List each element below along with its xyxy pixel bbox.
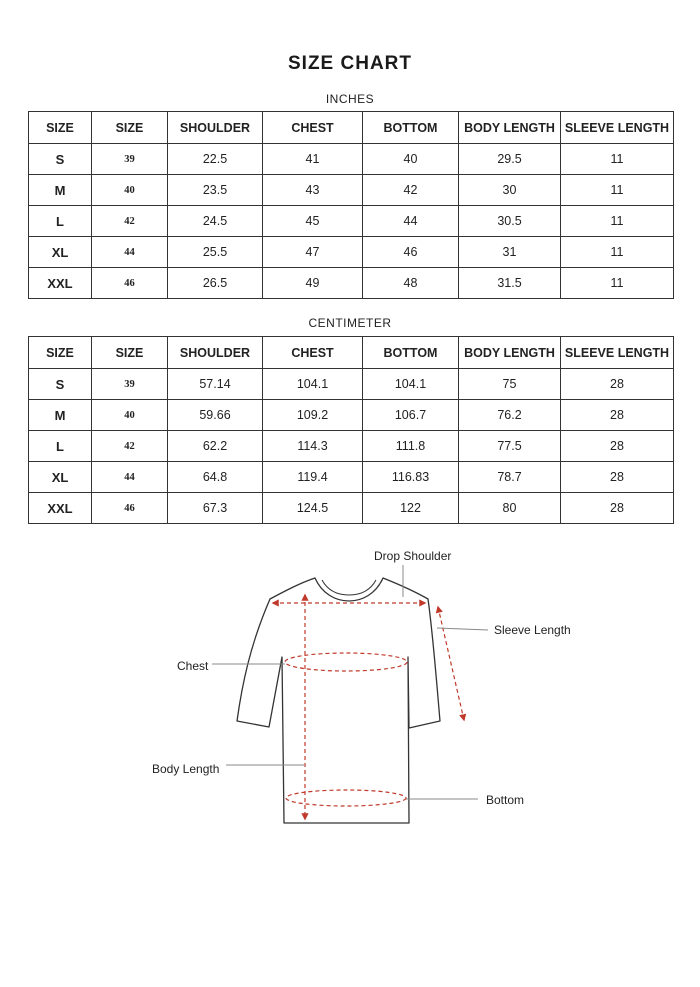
table-row (29, 144, 674, 175)
cell-size-num: 40 (92, 400, 168, 431)
drop-shoulder-label: Drop Shoulder (374, 549, 452, 563)
centimeter-table (28, 336, 674, 524)
bottom-measure-ellipse (286, 790, 406, 806)
cell-size-num: 39 (92, 144, 168, 175)
cell-chest: 124.5 (263, 493, 363, 524)
cell-chest: 104.1 (263, 369, 363, 400)
cell-sleeve-length: 11 (561, 268, 674, 299)
cell-size-num: 46 (92, 493, 168, 524)
cell-body-length: 31.5 (459, 268, 561, 299)
cell-size: L (29, 431, 92, 462)
cell-size: XL (29, 237, 92, 268)
inches-label: INCHES (325, 92, 375, 106)
header-bottom: BOTTOM (363, 337, 459, 369)
header-shoulder: SHOULDER (168, 337, 263, 369)
cell-body-length: 76.2 (459, 400, 561, 431)
cell-shoulder: 26.5 (168, 268, 263, 299)
cell-bottom: 44 (363, 206, 459, 237)
cell-bottom: 40 (363, 144, 459, 175)
cell-sleeve-length: 28 (561, 493, 674, 524)
table-row (29, 369, 674, 400)
cell-size: L (29, 206, 92, 237)
cell-size-num: 42 (92, 206, 168, 237)
cell-body-length: 78.7 (459, 462, 561, 493)
cell-sleeve-length: 28 (561, 369, 674, 400)
cell-chest: 114.3 (263, 431, 363, 462)
cell-chest: 109.2 (263, 400, 363, 431)
page-title: SIZE CHART (288, 53, 412, 74)
cell-bottom: 104.1 (363, 369, 459, 400)
cell-body-length: 80 (459, 493, 561, 524)
cell-chest: 45 (263, 206, 363, 237)
cell-bottom: 48 (363, 268, 459, 299)
cell-size: S (29, 144, 92, 175)
cell-size: XXL (29, 493, 92, 524)
cell-shoulder: 62.2 (168, 431, 263, 462)
header-sleeve-length: SLEEVE LENGTH (561, 337, 674, 369)
cell-size-num: 39 (92, 369, 168, 400)
cell-bottom: 116.83 (363, 462, 459, 493)
cell-sleeve-length: 28 (561, 462, 674, 493)
cell-shoulder: 64.8 (168, 462, 263, 493)
cell-body-length: 31 (459, 237, 561, 268)
table-row (29, 400, 674, 431)
cell-size: XXL (29, 268, 92, 299)
sleeve-length-leader (437, 628, 488, 630)
bottom-label: Bottom (486, 793, 525, 807)
cell-bottom: 106.7 (363, 400, 459, 431)
cell-shoulder: 23.5 (168, 175, 263, 206)
table-row (29, 462, 674, 493)
table-header-row (29, 112, 674, 144)
cell-shoulder: 25.5 (168, 237, 263, 268)
header-body-length: BODY LENGTH (459, 337, 561, 369)
table-row (29, 237, 674, 268)
table-row (29, 175, 674, 206)
table-row (29, 493, 674, 524)
header-bottom: BOTTOM (363, 112, 459, 144)
table-row (29, 268, 674, 299)
cell-shoulder: 22.5 (168, 144, 263, 175)
cell-body-length: 30.5 (459, 206, 561, 237)
header-size-num: SIZE (92, 112, 168, 144)
header-size-num: SIZE (92, 337, 168, 369)
cell-chest: 49 (263, 268, 363, 299)
cell-shoulder: 67.3 (168, 493, 263, 524)
cell-sleeve-length: 11 (561, 237, 674, 268)
cell-chest: 119.4 (263, 462, 363, 493)
table-header-row (29, 337, 674, 369)
cell-body-length: 77.5 (459, 431, 561, 462)
chest-measure-ellipse (285, 653, 407, 671)
header-shoulder: SHOULDER (168, 112, 263, 144)
header-chest: CHEST (263, 112, 363, 144)
table-row (29, 431, 674, 462)
cell-bottom: 46 (363, 237, 459, 268)
cell-size-num: 40 (92, 175, 168, 206)
sleeve-length-label: Sleeve Length (494, 623, 571, 637)
cell-body-length: 30 (459, 175, 561, 206)
cell-shoulder: 24.5 (168, 206, 263, 237)
cell-shoulder: 57.14 (168, 369, 263, 400)
cell-body-length: 75 (459, 369, 561, 400)
sleeve-length-arrow (438, 607, 464, 720)
cell-shoulder: 59.66 (168, 400, 263, 431)
cell-size: M (29, 175, 92, 206)
table-row (29, 206, 674, 237)
cell-size: M (29, 400, 92, 431)
cell-body-length: 29.5 (459, 144, 561, 175)
tshirt-outline (237, 578, 440, 823)
header-chest: CHEST (263, 337, 363, 369)
cell-sleeve-length: 11 (561, 206, 674, 237)
cell-size: S (29, 369, 92, 400)
header-size: SIZE (29, 337, 92, 369)
header-body-length: BODY LENGTH (459, 112, 561, 144)
tshirt-measurement-diagram (0, 535, 700, 835)
cell-size-num: 44 (92, 237, 168, 268)
inches-table (28, 111, 674, 299)
cell-chest: 47 (263, 237, 363, 268)
cell-size-num: 46 (92, 268, 168, 299)
cell-bottom: 111.8 (363, 431, 459, 462)
cell-size-num: 42 (92, 431, 168, 462)
header-sleeve-length: SLEEVE LENGTH (561, 112, 674, 144)
cell-bottom: 122 (363, 493, 459, 524)
cell-size-num: 44 (92, 462, 168, 493)
cell-size: XL (29, 462, 92, 493)
tshirt-neckline (322, 580, 376, 595)
header-size: SIZE (29, 112, 92, 144)
cell-bottom: 42 (363, 175, 459, 206)
cell-sleeve-length: 28 (561, 431, 674, 462)
cell-chest: 41 (263, 144, 363, 175)
chest-label: Chest (177, 659, 209, 673)
centimeter-label: CENTIMETER (308, 316, 392, 330)
body-length-label: Body Length (152, 762, 220, 776)
cell-sleeve-length: 11 (561, 144, 674, 175)
cell-chest: 43 (263, 175, 363, 206)
cell-sleeve-length: 28 (561, 400, 674, 431)
cell-sleeve-length: 11 (561, 175, 674, 206)
